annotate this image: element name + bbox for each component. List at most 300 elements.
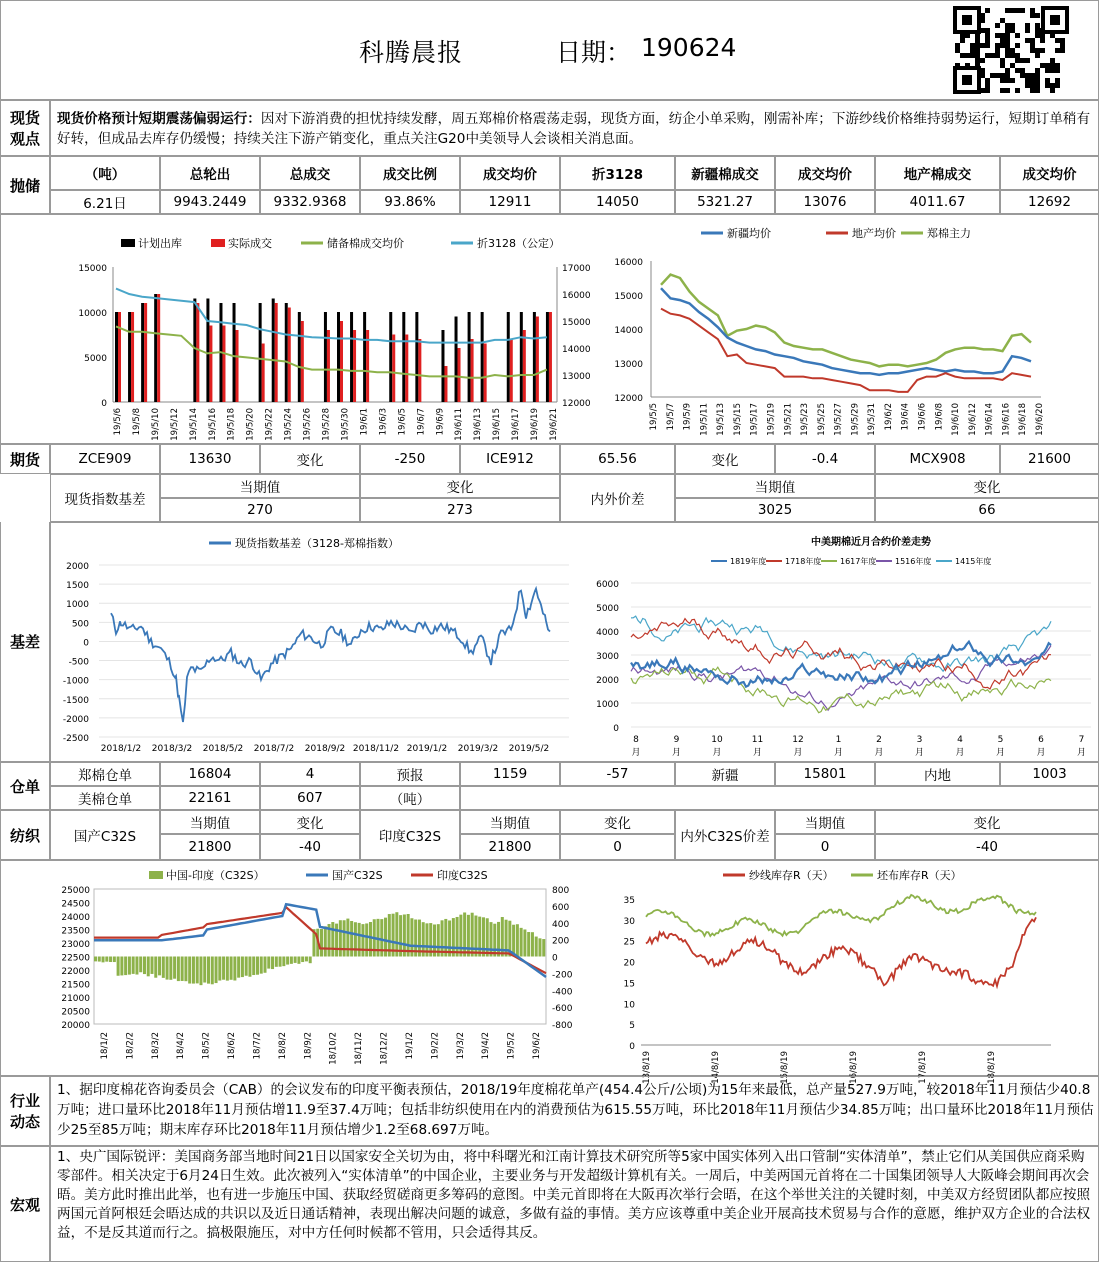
bar-diff — [245, 957, 248, 976]
x-tick-label: 9 — [673, 735, 680, 745]
qr-module — [1030, 38, 1035, 43]
bar-diff — [493, 924, 496, 957]
x-tick-label: 19/5/23 — [800, 403, 811, 436]
bar-diff — [162, 957, 165, 978]
warehouse-cell: 美棉仓单 — [50, 786, 160, 810]
x-tick-label: 19/5/29 — [850, 403, 861, 436]
spot-view-body: 因对下游消费的担忧持续发酵，周五郑棉价格震荡走弱，现货方面，纺企小单采购，刚需补库；下游纱线价格维持弱势运行，短期订单稍有好转，但成品去库存仍缓慢；持续关注下游产销变化，重点关注G20中美领导人会谈相关消息面。 — [57, 111, 1091, 147]
futures-cell: -250 — [360, 444, 460, 474]
bar-diff — [486, 918, 489, 956]
qr-module — [1035, 53, 1040, 58]
bar-diff — [490, 922, 493, 956]
bar-planned — [233, 303, 236, 402]
qr-module — [995, 53, 1000, 58]
y-tick-label: 2000 — [66, 562, 89, 572]
bar-diff — [478, 917, 481, 957]
qr-module — [1060, 38, 1065, 43]
x-tick-label: 18/2/2 — [125, 1032, 136, 1060]
futures-cell: ICE912 — [460, 444, 560, 474]
y-tick-label: 21500 — [61, 980, 90, 991]
spread-chart — [571, 527, 1096, 759]
auction-value-cell: 9332.9368 — [260, 190, 360, 214]
y-tick-label: 20 — [623, 958, 635, 969]
chart1-legend-item: 折3128（公定） — [477, 237, 560, 250]
x-tick-label: 月 — [914, 748, 925, 758]
x-tick-label: 19/6/14 — [984, 403, 995, 436]
auction-header-cell: 新疆棉成交 — [675, 156, 775, 190]
bar-planned — [298, 312, 301, 402]
qr-module — [975, 58, 980, 63]
series-line-zce — [661, 275, 1031, 367]
y-tick-label: 20000 — [61, 1021, 90, 1031]
x-tick-label: 2 — [876, 735, 882, 745]
inv-legend-item: 坯布库存R（天） — [877, 869, 962, 882]
bar-actual — [301, 321, 304, 402]
qr-module — [1005, 48, 1010, 53]
bar-planned — [402, 312, 405, 402]
y-tick-label: 22500 — [61, 953, 90, 964]
x-tick-label: 19/6/3 — [378, 408, 389, 436]
x-tick-label: 月 — [995, 748, 1006, 758]
basis-legend-item: 现货指数基差（3128-郑棉指数） — [235, 537, 399, 550]
bar-actual — [458, 348, 461, 402]
qr-module — [1030, 13, 1035, 18]
yarn-price-chart — [41, 865, 586, 1075]
x-tick-label: 19/5/8 — [131, 408, 142, 436]
bar-diff — [237, 957, 240, 978]
futures-cell: 13630 — [160, 444, 260, 474]
bar-diff — [218, 957, 221, 981]
bar-diff — [354, 922, 357, 956]
bar-diff — [211, 957, 214, 985]
y-tick-label: 1000 — [596, 700, 619, 710]
textile-value: 0 — [560, 834, 675, 860]
bar-diff — [181, 957, 184, 981]
bar-diff — [516, 924, 519, 956]
bar-actual — [275, 303, 278, 402]
x-tick-label: 15/8/19 — [780, 1051, 790, 1084]
warehouse-cell: 16804 — [160, 762, 260, 786]
basis-chg-header: 变化 — [360, 474, 560, 498]
bar-diff — [467, 915, 470, 957]
bar-diff — [459, 915, 462, 957]
qr-module — [1010, 53, 1015, 58]
bar-diff — [154, 957, 157, 978]
bar-diff — [531, 932, 534, 956]
bar-diff — [286, 957, 289, 965]
x-tick-label: 19/5/19 — [766, 403, 777, 436]
bar-diff — [271, 957, 274, 970]
series-line-greige — [646, 895, 1036, 936]
bar-diff — [207, 957, 210, 984]
qr-module — [1050, 63, 1055, 68]
warehouse-cell: 内地 — [875, 762, 1000, 786]
qr-module — [980, 58, 985, 63]
qr-module — [1010, 78, 1015, 83]
y2-tick-label: 600 — [552, 902, 570, 913]
qr-module — [1005, 43, 1010, 48]
bar-actual — [196, 303, 199, 402]
bar-diff — [192, 957, 195, 984]
bar-diff — [143, 957, 146, 975]
bar-planned — [115, 312, 118, 402]
qr-module — [1030, 43, 1035, 48]
qr-module — [970, 53, 975, 58]
chart1-legend-item: 计划出库 — [138, 237, 182, 250]
qr-module — [1015, 58, 1020, 63]
warehouse-cell: -57 — [560, 762, 675, 786]
macro-text: 1、央广国际锐评：美国商务部当地时间21日以国家安全关切为由，将中科曙光和江南计算技术研究所等5家中国实体列入出口管制“实体清单”，禁止它们从美国供应商采购零部件。相关决定于6月24日生效。此次被列入“实体清单”的中国企业，主要业务与开发超级计算机有关。一周后，中美两国元首将在二十国集团领导人大阪峰会期间再次会晤。美方此时推出此举，也有进一步施压中国、获取经贸磋商更多筹码的意图。中美元首即将在大阪再次举行会晤，在这个举世关注的关键时刻，中美双方经贸团队都应按照两国元首阿根廷会晤达成的共识以及近日通话精神，表现出解决问题的诚意，多做有益的事情。美方应该尊重中美企业开展高技术贸易与合作的意愿，维护双方企业的合法权益，不是反其道而行之。搞极限施压，对中方任何时候都不管用，只会适得其反。 — [50, 1146, 1099, 1262]
x-tick-label: 19/5/25 — [816, 403, 827, 436]
warehouse-cell: 1003 — [1000, 762, 1099, 786]
x-tick-label: 19/5/17 — [749, 403, 760, 436]
x-tick-label: 7 — [1078, 735, 1085, 745]
basis-chart — [59, 527, 579, 759]
bar-diff — [335, 924, 338, 957]
textile-chg-header: 变化 — [560, 810, 675, 834]
x-tick-label: 19/6/8 — [934, 403, 945, 431]
y-tick-label: 500 — [71, 619, 89, 630]
x-tick-label: 18/4/2 — [176, 1032, 187, 1060]
qr-module — [1045, 78, 1050, 83]
x-tick-label: 18/9/2 — [303, 1032, 314, 1060]
qr-module — [1025, 23, 1030, 28]
x-tick-label: 18/8/19 — [987, 1051, 997, 1084]
spread-legend-item: 1718年度 — [785, 557, 822, 566]
auction-value-cell: 14050 — [560, 190, 675, 214]
x-tick-label: 18/11/2 — [354, 1032, 365, 1065]
y-tick-label: 1000 — [66, 600, 89, 611]
futures-cell: MCX908 — [875, 444, 1000, 474]
bar-diff — [252, 957, 255, 976]
qr-module — [970, 43, 975, 48]
x-tick-label: 19/6/6 — [917, 403, 928, 431]
x-tick-label: 19/5/18 — [226, 408, 237, 441]
bar-diff — [369, 922, 372, 956]
qr-module — [1055, 63, 1060, 68]
auction-value-cell: 5321.27 — [675, 190, 775, 214]
bar-diff — [222, 957, 225, 980]
bar-actual — [288, 308, 291, 403]
qr-module — [1040, 38, 1045, 43]
bar-planned — [546, 312, 549, 402]
bar-diff — [361, 924, 364, 956]
bar-diff — [331, 922, 334, 956]
bar-planned — [272, 299, 275, 403]
y-tick-label: 6000 — [596, 580, 619, 590]
y-tick-label: -1000 — [62, 676, 89, 687]
x-tick-label: 1 — [835, 735, 842, 745]
auction-header-cell: 总轮出 — [160, 156, 260, 190]
x-tick-label: 19/6/9 — [435, 408, 446, 436]
bar-diff — [98, 957, 101, 962]
textile-value: -40 — [875, 834, 1099, 860]
x-tick-label: 19/5/16 — [207, 408, 218, 441]
bar-planned — [415, 312, 418, 402]
qr-module — [1050, 88, 1055, 93]
x-tick-label: 19/6/2 — [883, 403, 894, 431]
x-tick-label: 19/6/12 — [967, 403, 978, 436]
y2-tick-label: 14000 — [562, 345, 591, 355]
bar-diff — [196, 957, 199, 984]
qr-module — [1000, 73, 1005, 78]
textile-value: 0 — [775, 834, 875, 860]
series-line-spread — [631, 619, 1051, 689]
x-tick-label: 14/8/19 — [711, 1051, 721, 1084]
qr-module — [1025, 38, 1030, 43]
qr-module — [1005, 53, 1010, 58]
section-label-auction: 抛储 — [0, 156, 50, 214]
x-tick-label: 2018/11/2 — [352, 744, 400, 754]
warehouse-cell: 22161 — [160, 786, 260, 810]
y-tick-label: -2500 — [62, 734, 89, 744]
bar-actual — [340, 321, 343, 402]
bar-diff — [215, 957, 218, 984]
x-tick-label: 月 — [1076, 748, 1087, 758]
bar-diff — [128, 957, 131, 975]
x-tick-label: 2019/5/2 — [508, 744, 550, 754]
x-tick-label: 2018/9/2 — [304, 744, 346, 754]
bar-diff — [173, 957, 176, 979]
qr-module — [1015, 88, 1020, 93]
x-tick-label: 19/5/2 — [506, 1032, 517, 1060]
x-tick-label: 19/5/20 — [245, 408, 256, 441]
qr-module — [1000, 88, 1005, 93]
qr-module — [1030, 73, 1035, 78]
x-tick-label: 19/6/10 — [951, 403, 962, 436]
bar-diff — [264, 957, 267, 973]
qr-module — [1035, 88, 1040, 93]
textile-spread-label: 内外C32S价差 — [675, 810, 775, 860]
qr-code — [954, 7, 1068, 95]
y-tick-label: 4000 — [596, 628, 619, 638]
bar-diff — [147, 957, 150, 977]
qr-module — [1045, 83, 1050, 88]
spread-chg-header: 变化 — [875, 474, 1099, 498]
bar-planned — [441, 330, 444, 402]
charts-row-3 — [0, 860, 1099, 1084]
x-tick-label: 18/10/2 — [328, 1032, 339, 1065]
x-tick-label: 19/6/21 — [549, 408, 559, 441]
x-tick-label: 19/6/19 — [530, 408, 541, 441]
futures-cell: -0.4 — [775, 444, 875, 474]
x-tick-label: 12 — [792, 735, 804, 745]
spread-legend-item: 1516年度 — [895, 557, 932, 566]
auction-chart — [61, 221, 591, 443]
series-line-spread — [631, 667, 1051, 713]
textile-chg-header: 变化 — [260, 810, 360, 834]
x-tick-label: 19/5/7 — [665, 403, 676, 431]
bar-diff — [248, 957, 251, 977]
textile-cur-header: 当期值 — [775, 810, 875, 834]
bar-actual — [144, 303, 147, 402]
qr-finder-center — [962, 75, 972, 85]
bar-actual — [484, 344, 487, 403]
charts-row-1 — [0, 214, 1099, 444]
auction-header-cell: 成交比例 — [360, 156, 460, 190]
bar-diff — [226, 957, 229, 981]
qr-module — [995, 73, 1000, 78]
qr-module — [1000, 78, 1005, 83]
x-tick-label: 19/6/13 — [473, 408, 484, 441]
y-tick-label: 13000 — [614, 360, 643, 370]
bar-diff — [275, 957, 278, 967]
section-label-textile: 纺织 — [0, 810, 50, 860]
x-tick-label: 2018/5/2 — [202, 744, 244, 754]
x-tick-label: 19/5/15 — [732, 403, 743, 436]
qr-module — [1025, 73, 1030, 78]
y2-tick-label: 800 — [552, 886, 570, 896]
x-tick-label: 月 — [874, 748, 884, 758]
qr-module — [980, 43, 985, 48]
x-tick-label: 19/6/17 — [511, 408, 522, 441]
bar-planned — [337, 312, 340, 402]
x-tick-label: 19/5/21 — [783, 403, 794, 436]
bar-actual — [118, 312, 121, 402]
bar-diff — [267, 957, 270, 969]
y-tick-label: 5000 — [84, 354, 107, 364]
x-tick-label: 17/8/19 — [918, 1051, 928, 1084]
bar-diff — [474, 916, 477, 957]
y-tick-label: 21000 — [61, 994, 90, 1004]
bar-actual — [209, 326, 212, 403]
spot-view-bold: 现货价格预计短期震荡偏弱运行： — [57, 111, 261, 127]
yarn-legend-item-swatch — [149, 871, 163, 879]
qr-module — [985, 33, 990, 38]
y-tick-label: 24500 — [61, 899, 90, 910]
x-tick-label: 18/7/2 — [252, 1032, 263, 1060]
x-tick-label: 19/5/5 — [649, 403, 659, 431]
y-tick-label: 5 — [629, 1021, 635, 1032]
bar-diff — [452, 918, 455, 956]
y2-tick-label: 16000 — [562, 291, 591, 301]
bar-diff — [542, 939, 545, 956]
x-tick-label: 19/5/30 — [340, 408, 351, 441]
industry-text: 1、据印度棉花咨询委员会（CAB）的会议发布的印度平衡表预估，2018/19年度棉花单产(454.4公斤/公顷)为15年来最低，总产量527.9万吨，较2018年11月预估少40.8万吨；进口量环比2018年11月预估增11.9至37.4万吨；包括非纺织使用在内的消费预估为615.55万吨，环比2018年11月预估少34.85万吨；出口量环比2018年11月预估少25至85万吨；期末库存环比2018年11月预估增少1.2至68.697万吨。 — [50, 1076, 1099, 1146]
basis-cur-header: 当期值 — [160, 474, 360, 498]
qr-module — [1060, 48, 1065, 53]
qr-module — [1000, 38, 1005, 43]
x-tick-label: 19/5/10 — [150, 408, 161, 441]
textile-domestic-label: 国产C32S — [50, 810, 160, 860]
bar-actual — [405, 335, 408, 403]
chart2-legend-item: 新疆均价 — [727, 227, 771, 240]
x-tick-label: 19/4/2 — [481, 1032, 492, 1060]
qr-module — [1035, 83, 1040, 88]
x-tick-label: 11 — [751, 735, 764, 745]
textile-india-label: 印度C32S — [360, 810, 460, 860]
bar-actual — [327, 330, 330, 402]
qr-module — [1005, 8, 1010, 13]
qr-module — [960, 53, 965, 58]
bar-diff — [523, 929, 526, 956]
report-title: 科腾晨报 — [359, 38, 464, 67]
qr-module — [1020, 68, 1025, 73]
x-tick-label: 19/6/18 — [1018, 403, 1029, 436]
qr-module — [1035, 33, 1040, 38]
qr-module — [960, 38, 965, 43]
qr-module — [1000, 33, 1005, 38]
basis-charts — [50, 522, 1099, 762]
report-header — [0, 0, 1099, 100]
auction-value-cell: 93.86% — [360, 190, 460, 214]
futures-cell: ZCE909 — [50, 444, 160, 474]
y2-tick-label: 200 — [552, 936, 570, 947]
x-tick-label: 4 — [957, 735, 963, 745]
qr-module — [990, 73, 995, 78]
bar-diff — [305, 957, 308, 962]
y-tick-label: 15 — [623, 979, 635, 990]
spread-legend-item: 1819年度 — [730, 557, 767, 566]
auction-value-cell: 4011.67 — [875, 190, 1000, 214]
qr-module — [1060, 43, 1065, 48]
bar-diff — [120, 957, 123, 976]
y-tick-label: 30 — [623, 916, 635, 927]
x-tick-label: 月 — [752, 748, 763, 758]
section-label-spot: 现货 观点 — [0, 100, 50, 156]
qr-module — [985, 78, 990, 83]
y-tick-label: 23500 — [61, 926, 90, 937]
qr-module — [1045, 68, 1050, 73]
qr-module — [1005, 28, 1010, 33]
bar-planned — [193, 299, 196, 403]
y-tick-label: -2000 — [62, 714, 89, 725]
bar-planned — [350, 312, 353, 402]
qr-module — [995, 48, 1000, 53]
qr-finder-center — [1050, 15, 1060, 25]
warehouse-cell: 预报 — [360, 762, 460, 786]
chart1-legend-item-swatch — [121, 239, 135, 247]
x-tick-label: 月 — [833, 748, 844, 758]
y-tick-label: 5000 — [596, 604, 619, 614]
bar-diff — [456, 917, 459, 957]
bar-actual — [236, 330, 239, 402]
bar-diff — [135, 957, 138, 975]
chart1-legend-item: 储备棉成交均价 — [327, 237, 404, 250]
bar-planned — [324, 312, 327, 402]
qr-module — [1030, 48, 1035, 53]
x-tick-label: 19/5/24 — [283, 408, 294, 441]
auction-value-cell: 13076 — [775, 190, 875, 214]
section-label-warehouse: 仓单 — [0, 762, 50, 810]
inv-legend-item: 纱线库存R（天） — [749, 869, 834, 882]
bar-diff — [105, 957, 108, 962]
qr-module — [1035, 78, 1040, 83]
warehouse-empty — [460, 786, 1099, 810]
auction-header-cell: 总成交 — [260, 156, 360, 190]
bar-diff — [365, 923, 368, 956]
x-tick-label: 2019/3/2 — [457, 744, 499, 754]
x-tick-label: 18/6/2 — [227, 1032, 238, 1060]
bar-actual — [418, 339, 421, 402]
bar-diff — [301, 957, 304, 963]
series-line-xinjiang — [661, 288, 1031, 375]
x-tick-label: 10 — [711, 735, 723, 745]
x-tick-label: 2019/1/2 — [406, 744, 448, 754]
y-tick-label: -500 — [68, 657, 89, 668]
y-tick-label: 2000 — [596, 676, 619, 686]
qr-module — [995, 43, 1000, 48]
spread-label: 内外价差 — [560, 474, 675, 522]
y-tick-label: 15000 — [78, 264, 107, 274]
bar-actual — [536, 317, 539, 403]
qr-module — [1005, 73, 1010, 78]
x-tick-label: 18/1/2 — [100, 1032, 110, 1060]
qr-module — [970, 48, 975, 53]
bar-diff — [132, 957, 135, 974]
qr-module — [1030, 88, 1035, 93]
qr-module — [1035, 68, 1040, 73]
